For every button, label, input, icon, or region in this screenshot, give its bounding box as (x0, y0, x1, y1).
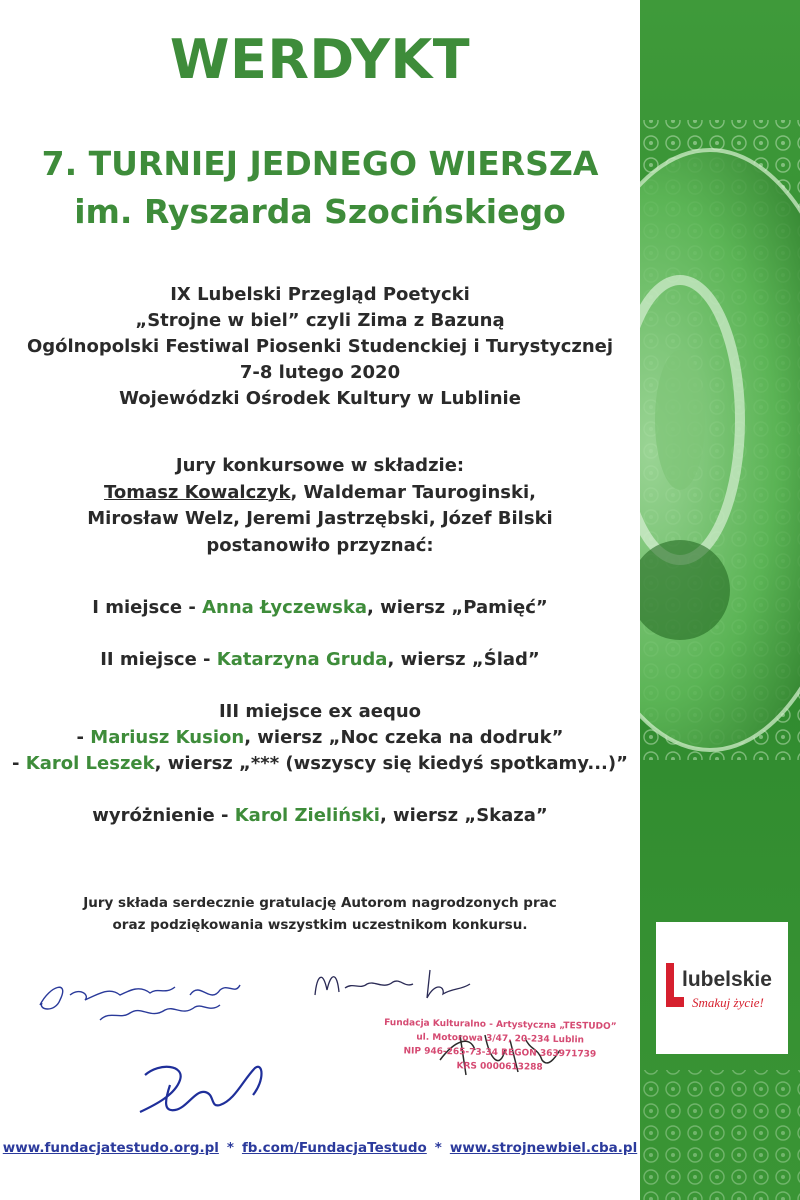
event-line3: Ogólnopolski Festiwal Piosenki Studenckiej i Turystycznej (26, 336, 614, 357)
jury-members-line2: Mirosław Welz, Jeremi Jastrzębski, Józef Bilski (87, 508, 553, 529)
thanks-note (0, 892, 640, 936)
poem-title: , wiersz „Skaza” (379, 805, 548, 826)
stamp-line3: NIP 946-265-73-34 REGON 363971739 (403, 1046, 597, 1060)
poem-title: , wiersz „Pamięć” (366, 597, 548, 618)
jury-members-rest: , Waldemar Tauroginski, (290, 481, 536, 503)
poem-title: , wiersz „Noc czeka na dodruk” (244, 727, 564, 748)
lubelskie-l-icon (664, 963, 684, 1007)
poem-title: , wiersz „*** (wszyscy się kiedyś spotkamy...)” (154, 753, 628, 774)
jury-intro: Jury konkursowe w składzie: (175, 455, 465, 476)
link-facebook[interactable]: fb.com/FundacjaTestudo (241, 1140, 427, 1156)
award-place: I miejsce - (92, 597, 203, 618)
logo-name: lubelskie (682, 968, 772, 991)
lubelskie-logo (656, 922, 788, 1054)
event-line1: IX Lubelski Przegląd Poetycki (170, 284, 470, 305)
thanks-line2: oraz podziękowania wszystkim uczestnikom konkursu. (112, 917, 528, 933)
footer-links (0, 1140, 640, 1156)
jury-members-line1 (0, 480, 640, 507)
thanks-line1: Jury składa serdecznie gratulację Autorom nagrodzonych prac (83, 895, 557, 911)
tournament-title-line1: 7. TURNIEJ JEDNEGO WIERSZA (41, 144, 599, 183)
winner-name: Anna Łyczewska (202, 597, 367, 618)
tournament-title-line2: im. Ryszarda Szocińskiego (74, 192, 566, 231)
logo-tagline: Smakuj życie! (692, 995, 764, 1010)
signature-jastrzebski (30, 965, 250, 1035)
awards-list (0, 595, 640, 829)
award-first (0, 595, 640, 621)
award-place: II miejsce - (100, 649, 217, 670)
winner-name: Mariusz Kusion (90, 727, 245, 748)
award-third-heading: III miejsce ex aequo (218, 701, 422, 722)
award-dash: - (76, 727, 91, 748)
jury-decision: postanowiło przyznać: (206, 534, 434, 556)
award-second (0, 647, 640, 673)
jury-section (0, 453, 640, 559)
footer-separator: * (434, 1140, 442, 1156)
award-place: wyróżnienie - (92, 805, 235, 826)
award-dash: - (12, 753, 26, 774)
event-info (0, 282, 640, 412)
award-third-a (0, 725, 640, 751)
event-date: 7-8 lutego 2020 (239, 362, 401, 383)
page-title: WERDYKT (169, 28, 471, 91)
award-third-b (0, 751, 640, 777)
event-line2: „Strojne w biel” czyli Zima z Bazuną (135, 310, 505, 331)
signature-bilski (125, 1050, 275, 1125)
tournament-title (0, 140, 640, 236)
stamp-line4: KRS 0000613288 (456, 1061, 543, 1073)
winner-name: Katarzyna Gruda (216, 649, 388, 670)
stamp-line1: Fundacja Kulturalno - Artystyczna „TESTUDO” (384, 1017, 617, 1033)
event-venue: Wojewódzki Ośrodek Kultury w Lublinie (119, 388, 521, 409)
link-fundacjatestudo[interactable]: www.fundacjatestudo.org.pl (2, 1140, 219, 1156)
winner-name: Karol Leszek (25, 753, 155, 774)
foundation-stamp (380, 1016, 621, 1076)
poem-title: , wiersz „Ślad” (387, 649, 540, 670)
stamp-line2: ul. Motorowa 3/47, 20-234 Lublin (416, 1032, 585, 1046)
link-strojnewbiel[interactable]: www.strojnewbiel.cba.pl (449, 1140, 638, 1156)
award-honorable (0, 803, 640, 829)
winner-name: Karol Zieliński (234, 805, 380, 826)
signature-welz (305, 960, 485, 1010)
footer-separator: * (226, 1140, 234, 1156)
jury-chair: Tomasz Kowalczyk (104, 481, 291, 503)
